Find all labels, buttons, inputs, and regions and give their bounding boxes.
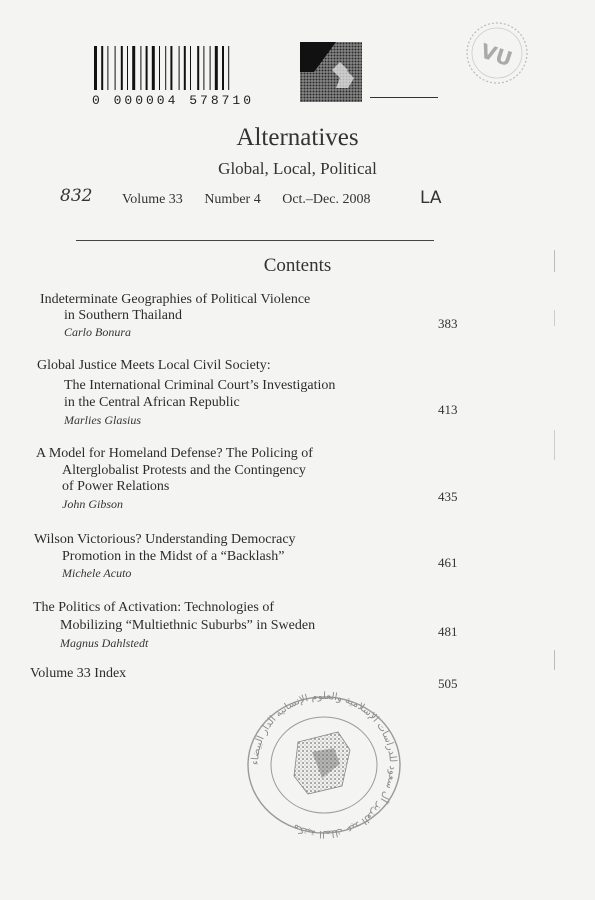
scan-edge-marks bbox=[552, 250, 558, 750]
vu-stamp-icon bbox=[462, 18, 532, 88]
article-author: John Gibson bbox=[62, 497, 123, 511]
barcode-bar bbox=[228, 46, 229, 90]
issue-number: Number 4 bbox=[204, 192, 261, 207]
barcode-bar bbox=[159, 46, 160, 90]
article-page: 413 bbox=[438, 402, 458, 417]
barcode-bar bbox=[170, 46, 172, 90]
barcode-bar bbox=[132, 46, 135, 90]
article-author: Magnus Dahlstedt bbox=[60, 636, 149, 650]
article-page: 481 bbox=[438, 624, 458, 639]
library-seal-stamp-icon bbox=[238, 690, 410, 840]
barcode-bar bbox=[179, 46, 180, 90]
barcode-bar bbox=[146, 46, 148, 90]
volume-index-page: 505 bbox=[438, 676, 458, 691]
barcode-bar bbox=[94, 46, 97, 90]
article-title-line: of Power Relations bbox=[62, 479, 170, 494]
barcode-rule bbox=[370, 97, 438, 98]
issue-date: Oct.–Dec. 2008 bbox=[282, 192, 371, 207]
library-seal-text: مكتبة الملك عبد العزيز آل سعود للدراسات الإسلامية والعلوم الإنسانية الدار البيضاء bbox=[249, 690, 399, 840]
issue-line bbox=[122, 192, 388, 208]
barcode-number: 0 000004 578710 bbox=[92, 93, 255, 108]
article-title-line: Alterglobalist Protests and the Contingency bbox=[62, 463, 306, 478]
article-title-line: in Southern Thailand bbox=[64, 308, 182, 323]
barcode-bar bbox=[140, 46, 141, 90]
barcode-bar bbox=[121, 46, 123, 90]
contents-heading: Contents bbox=[263, 255, 332, 276]
article-title-line: The Politics of Activation: Technologies of bbox=[33, 600, 275, 615]
article-title-line: in the Central African Republic bbox=[64, 395, 240, 410]
handwritten-number: 832 bbox=[60, 186, 93, 206]
barcode-bar bbox=[203, 46, 204, 90]
barcode-bar bbox=[152, 46, 155, 90]
article-title-line: Promotion in the Midst of a “Backlash” bbox=[62, 549, 285, 564]
vu-stamp-text: VU bbox=[477, 38, 516, 72]
publisher-logo-icon bbox=[300, 42, 362, 102]
article-title-line: Wilson Victorious? Understanding Democracy bbox=[34, 532, 296, 547]
handwritten-code: LA bbox=[420, 188, 442, 208]
article-page: 461 bbox=[438, 555, 458, 570]
barcode-bar bbox=[115, 46, 116, 90]
article-title-line: A Model for Homeland Defense? The Policing of bbox=[36, 446, 313, 461]
article-title-line: Mobilizing “Multiethnic Suburbs” in Sweden bbox=[60, 618, 316, 633]
volume-label: Volume 33 bbox=[122, 192, 183, 207]
barcode-bar bbox=[197, 46, 199, 90]
article-title-line: Global Justice Meets Local Civil Society: bbox=[37, 358, 271, 373]
article-author: Michele Acuto bbox=[62, 566, 132, 580]
article-author: Carlo Bonura bbox=[64, 325, 132, 339]
journal-title: Alternatives bbox=[236, 124, 359, 151]
volume-index-label: Volume 33 Index bbox=[30, 666, 127, 681]
header-divider bbox=[76, 240, 434, 241]
barcode-bar bbox=[165, 46, 166, 90]
article-title-line: The International Criminal Court’s Investigation bbox=[64, 378, 336, 393]
article-page: 383 bbox=[438, 316, 458, 331]
barcode-bar bbox=[107, 46, 108, 90]
article-page: 435 bbox=[438, 489, 458, 504]
article-title-line: Indeterminate Geographies of Political Violence bbox=[40, 292, 311, 307]
barcode-bar bbox=[222, 46, 224, 90]
barcode-bar bbox=[184, 46, 186, 90]
article-author: Marlies Glasius bbox=[64, 413, 142, 427]
barcode-bar bbox=[190, 46, 191, 90]
journal-subtitle: Global, Local, Political bbox=[218, 159, 377, 178]
barcode-bar bbox=[127, 46, 128, 90]
barcode-bar bbox=[215, 46, 218, 90]
barcode-bar bbox=[210, 46, 211, 90]
barcode-bar bbox=[101, 46, 103, 90]
